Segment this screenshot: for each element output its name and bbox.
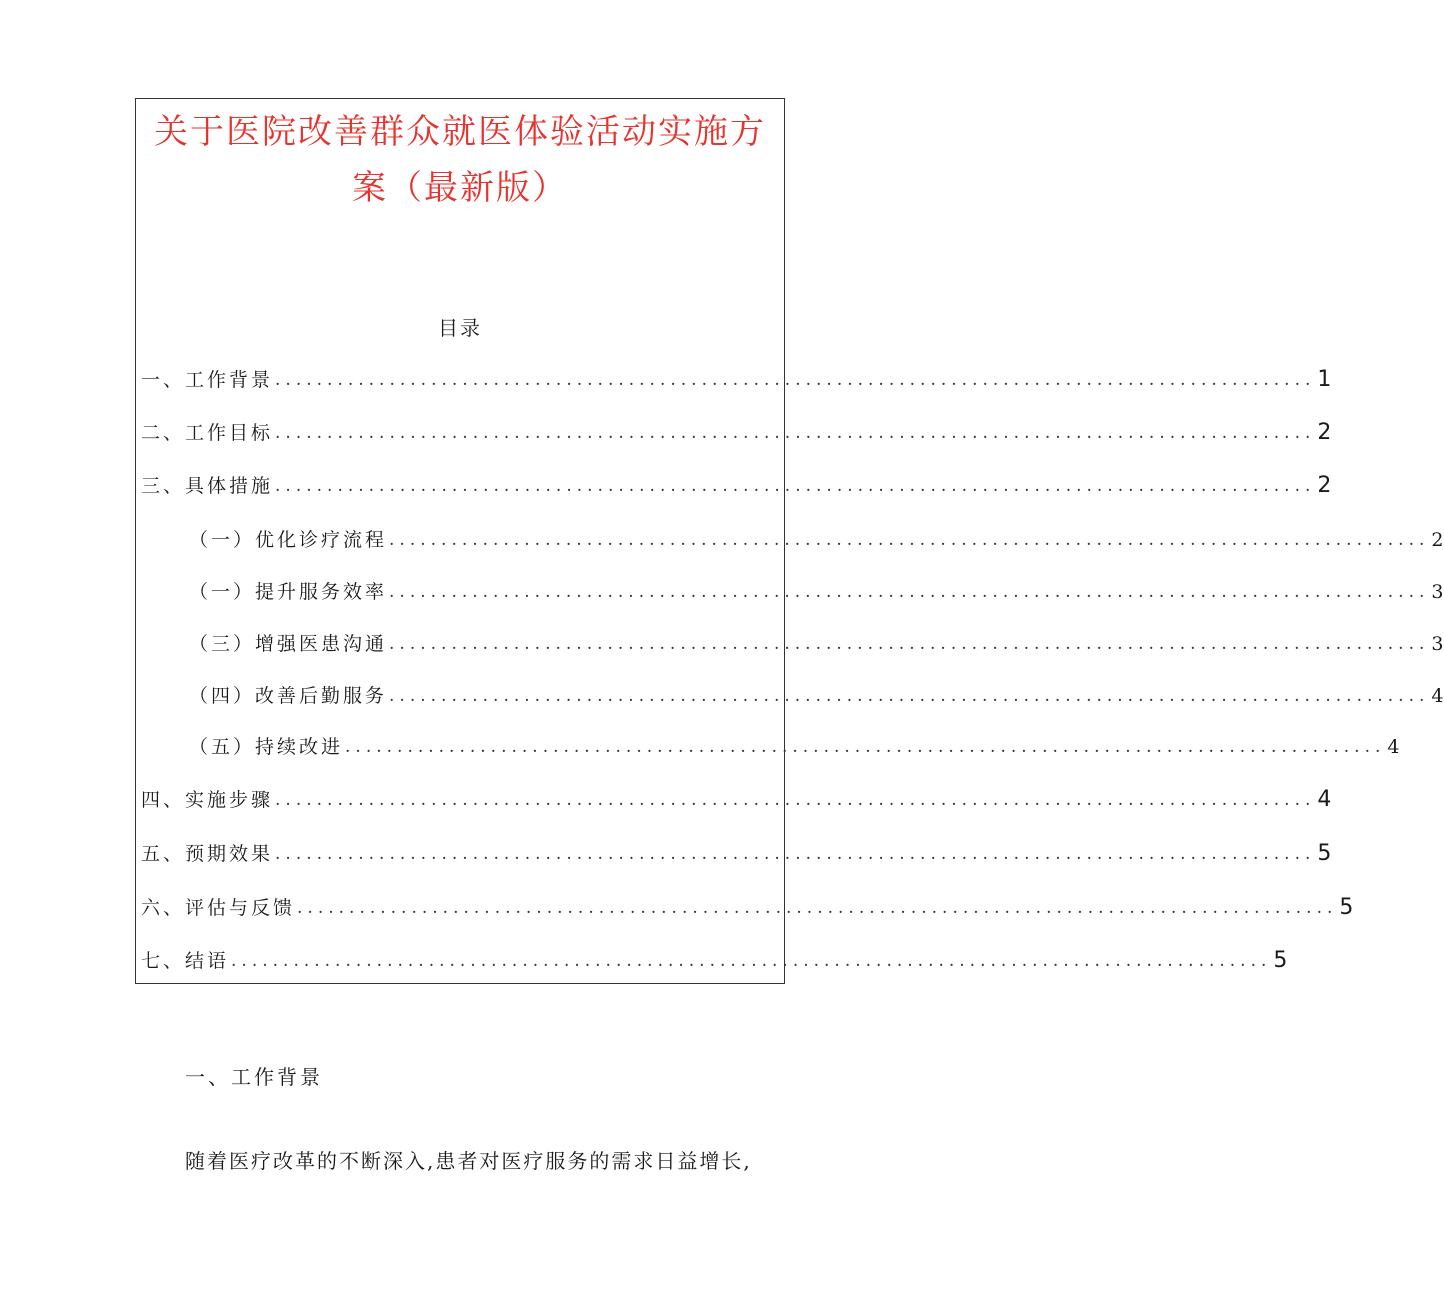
toc-leader-dots: ....................................................................................................: [389, 530, 1430, 550]
toc-page-number: 1: [1317, 367, 1332, 392]
toc-page-number: 2: [1431, 529, 1444, 551]
toc-leader-dots: ....................................................................................................: [345, 737, 1386, 757]
toc-leader-dots: ....................................................................................................: [275, 476, 1316, 496]
toc-item-work-goals[interactable]: [141, 415, 1332, 447]
toc-page-number: 2: [1317, 473, 1332, 498]
toc-item-label: （三）增强医患沟通: [189, 633, 388, 655]
toc-page-number: 5: [1317, 841, 1332, 866]
document-title-line-1: 关于医院改善群众就医体验活动实施方: [154, 112, 766, 152]
toc-item-implementation-steps[interactable]: [141, 782, 1332, 814]
toc-item-logistics-service[interactable]: [189, 678, 1444, 710]
toc-item-evaluation-feedback[interactable]: [141, 890, 1354, 922]
toc-item-label: 五、预期效果: [141, 843, 274, 865]
section-heading-work-background: 一、工作背景: [185, 1065, 323, 1089]
toc-item-label: （五）持续改进: [189, 736, 344, 758]
toc-page-number: 5: [1339, 895, 1354, 920]
toc-item-label: 二、工作目标: [141, 422, 274, 444]
toc-item-optimize-process[interactable]: [189, 522, 1444, 554]
toc-leader-dots: ....................................................................................................: [275, 370, 1316, 390]
toc-leader-dots: ....................................................................................................: [275, 844, 1316, 864]
toc-leader-dots: ....................................................................................................: [231, 951, 1272, 971]
toc-item-label: 七、结语: [141, 950, 230, 972]
body-paragraph: 随着医疗改革的不断深入,患者对医疗服务的需求日益增长,: [185, 1149, 752, 1173]
toc-leader-dots: ....................................................................................................: [389, 634, 1430, 654]
document-title-line-2: 案（最新版）: [352, 168, 568, 208]
toc-page-number: 4: [1431, 685, 1444, 707]
toc-item-continuous-improvement[interactable]: [189, 729, 1400, 761]
toc-item-label: （一）提升服务效率: [189, 581, 388, 603]
toc-item-label: 一、工作背景: [141, 369, 274, 391]
toc-page-number: 4: [1387, 736, 1400, 758]
toc-item-label: （一）优化诊疗流程: [189, 529, 388, 551]
toc-leader-dots: ....................................................................................................: [389, 582, 1430, 602]
toc-item-specific-measures[interactable]: [141, 468, 1332, 500]
toc-item-conclusion[interactable]: [141, 943, 1288, 975]
toc-item-label: 四、实施步骤: [141, 789, 274, 811]
toc-page-number: 4: [1317, 787, 1332, 812]
toc-leader-dots: ....................................................................................................: [275, 423, 1316, 443]
toc-item-label: 三、具体措施: [141, 475, 274, 497]
toc-item-work-background[interactable]: [141, 362, 1332, 394]
toc-item-label: （四）改善后勤服务: [189, 685, 388, 707]
toc-heading: 目录: [438, 316, 482, 340]
toc-item-expected-results[interactable]: [141, 836, 1332, 868]
toc-leader-dots: ....................................................................................................: [389, 686, 1430, 706]
toc-page-number: 3: [1431, 581, 1444, 603]
toc-page-number: 5: [1273, 948, 1288, 973]
toc-item-doctor-patient-communication[interactable]: [189, 626, 1444, 658]
toc-leader-dots: ....................................................................................................: [297, 898, 1338, 918]
toc-page-number: 3: [1431, 633, 1444, 655]
toc-page-number: 2: [1317, 420, 1332, 445]
toc-leader-dots: ....................................................................................................: [275, 790, 1316, 810]
toc-item-improve-efficiency[interactable]: [189, 574, 1444, 606]
document-title: [135, 104, 785, 216]
toc-item-label: 六、评估与反馈: [141, 897, 296, 919]
